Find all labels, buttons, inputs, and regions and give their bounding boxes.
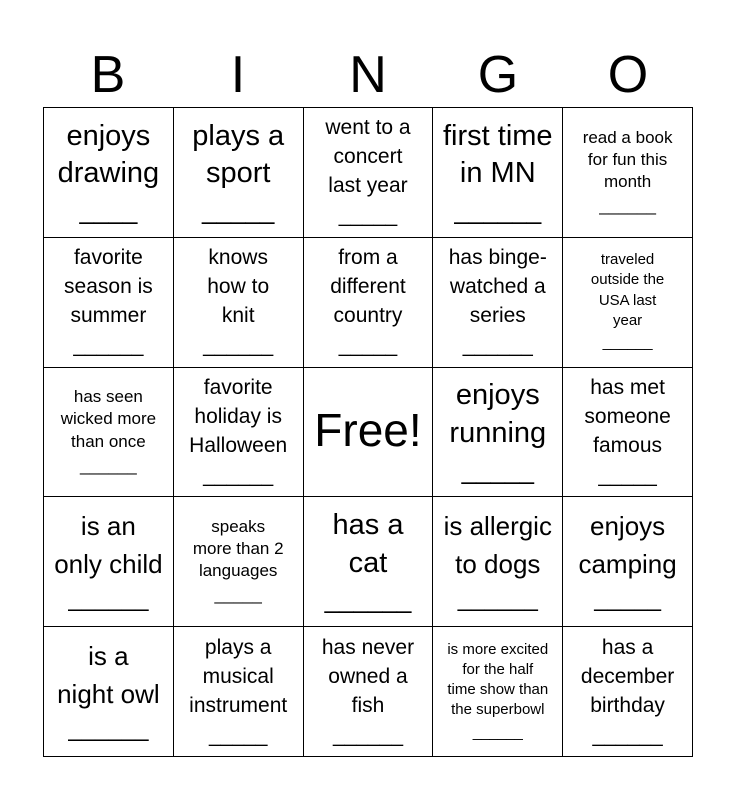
bingo-cell[interactable]: [433, 497, 563, 627]
cell-blank: _____: [338, 334, 398, 358]
bingo-cell[interactable]: [304, 627, 434, 757]
bingo-cell[interactable]: [44, 627, 174, 757]
bingo-cell[interactable]: [433, 627, 563, 757]
bingo-cell[interactable]: [433, 368, 563, 498]
cell-text: knows how to knit: [207, 246, 270, 328]
cell-text: plays a sport: [192, 119, 285, 190]
cell-blank: ______: [454, 195, 542, 226]
cell-blank: _____: [461, 454, 534, 485]
cell-text: is more excited for the half time show than the superbowl: [447, 640, 549, 719]
cell-blank: ______: [80, 455, 137, 475]
cell-blank: ______: [332, 723, 404, 747]
cell-text: has binge- watched a series: [448, 246, 547, 328]
bingo-cell[interactable]: [563, 368, 693, 498]
cell-blank: ______: [599, 196, 656, 216]
bingo-cell[interactable]: [174, 238, 304, 368]
cell-text: favorite season is summer: [64, 246, 153, 328]
cell-text: favorite holiday is Halloween: [189, 376, 288, 457]
cell-blank: _____: [594, 585, 661, 613]
bingo-cell[interactable]: [174, 497, 304, 627]
cell-blank: ______: [68, 585, 149, 613]
cell-text: has seen wicked more than once: [60, 387, 157, 451]
cell-blank: ______: [203, 463, 274, 487]
bingo-cell[interactable]: [563, 497, 693, 627]
bingo-cell[interactable]: [44, 238, 174, 368]
cell-blank: ____: [79, 195, 138, 226]
cell-text: speaks more than 2 languages: [192, 517, 284, 581]
bingo-cell[interactable]: [174, 368, 304, 498]
bingo-header: [43, 44, 693, 106]
cell-blank: _____: [338, 204, 398, 228]
bingo-cell[interactable]: [563, 108, 693, 238]
cell-text: first time in MN: [443, 119, 553, 190]
cell-text: has a december birthday: [580, 635, 675, 717]
bingo-cell[interactable]: [433, 238, 563, 368]
free-space-cell[interactable]: [304, 368, 434, 498]
cell-blank: ______: [602, 334, 653, 352]
header-letter-b: B: [90, 46, 126, 104]
cell-text: from a different country: [330, 246, 406, 328]
cell-text: has met someone famous: [584, 376, 671, 457]
cell-blank: ______: [472, 723, 523, 741]
bingo-cell[interactable]: [44, 497, 174, 627]
cell-blank: _____: [598, 463, 657, 487]
cell-text: is an only child: [54, 511, 163, 579]
free-space-label: Free!: [314, 403, 422, 456]
cell-blank: ______: [203, 334, 274, 358]
cell-text: is a night owl: [57, 640, 160, 709]
bingo-cell[interactable]: [433, 108, 563, 238]
cell-blank: _____: [202, 195, 275, 226]
bingo-cell[interactable]: [304, 108, 434, 238]
cell-text: enjoys drawing: [57, 119, 160, 190]
header-letter-o: O: [607, 46, 649, 104]
cell-text: went to a concert last year: [325, 116, 411, 198]
cell-text: is allergic to dogs: [443, 511, 552, 579]
cell-blank: ______: [324, 584, 412, 615]
bingo-cell[interactable]: [44, 368, 174, 498]
cell-text: plays a musical instrument: [189, 635, 288, 717]
bingo-cell[interactable]: [174, 627, 304, 757]
header-letter-g: G: [477, 46, 519, 104]
cell-blank: ______: [73, 334, 144, 358]
bingo-cell[interactable]: [44, 108, 174, 238]
bingo-cell[interactable]: [304, 238, 434, 368]
cell-blank: _____: [214, 585, 262, 605]
cell-blank: ______: [68, 715, 149, 743]
bingo-cell[interactable]: [304, 497, 434, 627]
header-letter-n: N: [349, 46, 387, 104]
cell-text: traveled outside the USA last year: [590, 251, 665, 329]
bingo-grid: [43, 107, 693, 757]
cell-text: enjoys camping: [578, 511, 677, 579]
bingo-cell[interactable]: [174, 108, 304, 238]
cell-blank: _____: [208, 723, 268, 747]
cell-blank: ______: [592, 723, 663, 747]
bingo-cell[interactable]: [563, 238, 693, 368]
cell-text: enjoys running: [449, 379, 547, 449]
cell-text: has a cat: [332, 509, 404, 579]
cell-text: has never owned a fish: [321, 635, 415, 717]
cell-blank: ______: [462, 334, 533, 358]
bingo-cell[interactable]: [563, 627, 693, 757]
cell-text: read a book for fun this month: [582, 127, 673, 191]
cell-blank: ______: [457, 585, 538, 613]
header-letter-i: I: [230, 46, 246, 104]
